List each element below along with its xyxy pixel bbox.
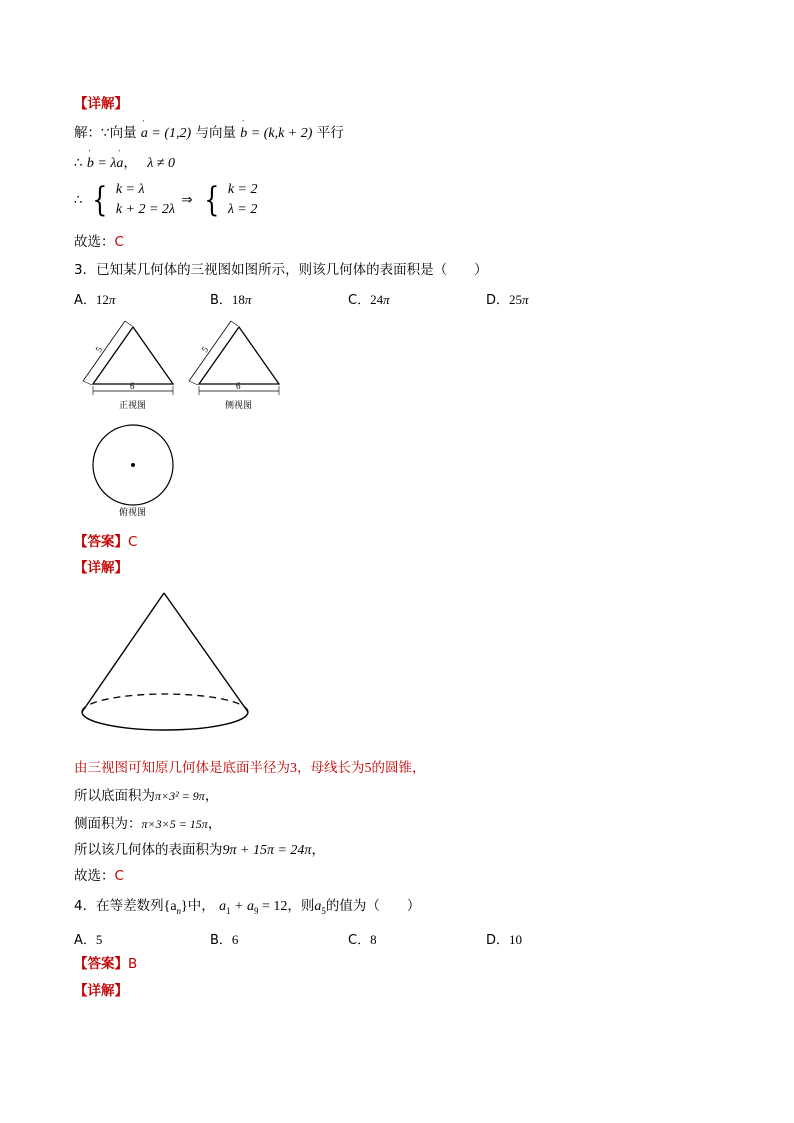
front-view — [83, 321, 173, 411]
q3-option-a: A．12π — [74, 292, 116, 308]
solution-line-1 — [74, 124, 344, 143]
explanation-line-3: 侧面积为：π×3×5 = 15π， — [74, 816, 222, 832]
front-slant-label: 5 — [93, 344, 105, 355]
side-base-label: 6 — [236, 381, 241, 391]
front-view-label: 正视图 — [119, 401, 147, 411]
question-3-stem: 3．已知某几何体的三视图如图所示，则该几何体的表面积是（ ） — [74, 262, 488, 278]
equation-system: k = λ k + 2 = 2λ — [115, 182, 175, 217]
choice-line-q3: 故选：C — [74, 868, 124, 884]
solution-system: k = 2 λ = 2 — [227, 182, 258, 217]
solution-line-2: ∴ ˈ b = λˈ a， λ ≠ 0 — [74, 154, 175, 173]
cone-figure — [76, 588, 256, 738]
because-symbol: ∵ — [101, 125, 110, 141]
word-vector-1: 向量 — [109, 125, 137, 141]
vector-b-definition: ˈ b = (k,k + 2) — [240, 126, 312, 141]
front-base-label: 6 — [130, 381, 135, 391]
side-view-label: 侧视图 — [225, 401, 253, 411]
lambda-nonzero: λ ≠ 0 — [147, 156, 175, 171]
answer-line-q3: 【答案】C — [74, 534, 138, 550]
target-term: $a_5$ — [314, 899, 326, 916]
solution-prefix: 解： — [74, 125, 101, 141]
therefore-symbol-2: ∴ — [74, 192, 83, 208]
detail-heading: 【详解】 — [74, 96, 128, 112]
word-vector-2: 与向量 — [195, 125, 236, 141]
condition: $a_1 + a_9 = 12$ — [219, 899, 288, 916]
explanation-line-2: 所以底面积为π×3² = 9π， — [74, 788, 219, 804]
top-view — [93, 425, 173, 518]
choice-letter-q3: C — [114, 868, 124, 884]
vector-a-definition: ˈ a = (1,2) — [141, 126, 191, 141]
sequence-symbol: $\{a_n\}$ — [163, 899, 188, 916]
explanation-line-4: 所以该几何体的表面积为9π + 15π = 24π， — [74, 842, 325, 858]
word-parallel: 平行 — [316, 125, 344, 141]
q4-option-b: B．6 — [210, 932, 239, 948]
side-view — [189, 321, 279, 411]
choice-letter: C — [114, 234, 124, 250]
detail-heading-q4: 【详解】 — [74, 983, 128, 999]
answer-line-q4: 【答案】B — [74, 956, 138, 972]
q4-option-a: A．5 — [74, 932, 103, 948]
answer-letter-q4: B — [128, 956, 138, 972]
explanation-line-1: 由三视图可知原几何体是底面半径为3，母线长为5的圆锥， — [74, 760, 426, 776]
choice-line-q2: 故选：C — [74, 234, 124, 250]
q4-option-d: D．10 — [486, 932, 523, 948]
q3-option-b: B．18π — [210, 292, 252, 308]
q3-option-c: C．24π — [348, 292, 390, 308]
implies-arrow: ⇒ — [181, 192, 193, 208]
q3-option-d: D．25π — [486, 292, 529, 308]
side-slant-label: 5 — [199, 344, 211, 355]
solution-line-3 — [74, 180, 258, 220]
top-view-label: 俯视图 — [119, 508, 147, 518]
answer-letter: C — [128, 534, 138, 550]
left-brace-2: { — [204, 180, 220, 220]
q4-option-c: C．8 — [348, 932, 377, 948]
detail-heading-q3: 【详解】 — [74, 560, 128, 576]
therefore-symbol: ∴ — [74, 155, 83, 171]
parallel-relation: ˈ b = λˈ a — [87, 156, 124, 171]
left-brace: { — [92, 180, 108, 220]
question-4-stem: 4．在等差数列$\{a_n\}$中， $a_1 + a_9 = 12$，则$a_5$的值为（ ） — [74, 898, 421, 916]
three-views-figure — [70, 315, 300, 525]
